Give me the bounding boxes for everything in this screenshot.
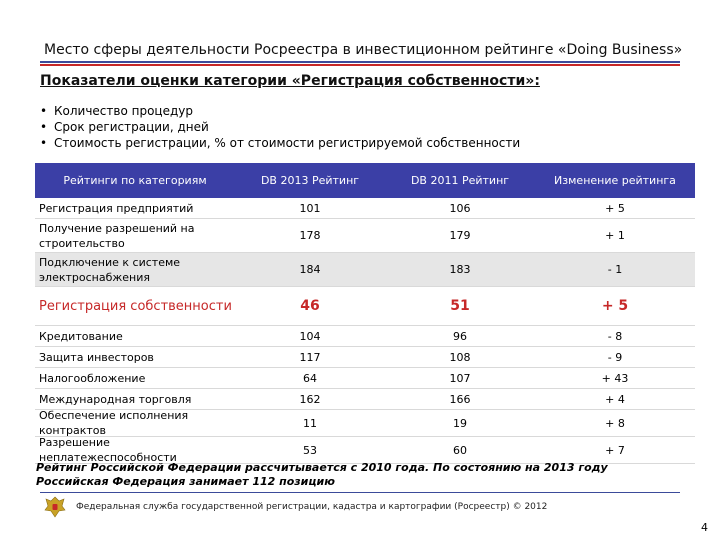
section-subtitle: Показатели оценки категории «Регистрация собственности»: xyxy=(40,73,540,89)
indicator-list xyxy=(40,103,520,151)
bullet-icon: • xyxy=(40,120,48,134)
footer-divider xyxy=(40,492,680,493)
table-row: Регистрация предприятий 101 106 + 5 xyxy=(35,198,695,219)
bullet-icon: • xyxy=(40,136,48,150)
bullet-icon: • xyxy=(40,104,48,118)
header-db2013: DB 2013 Рейтинг xyxy=(260,174,360,187)
table-row: Кредитование 104 96 - 8 xyxy=(35,326,695,347)
table-row: Налогообложение 64 107 + 43 xyxy=(35,368,695,389)
slide-title: Место сферы деятельности Росреестра в инвестиционном рейтинге «Doing Business» xyxy=(44,42,683,58)
title-divider-red xyxy=(40,64,680,66)
table-row: Разрешение неплатежеспособности 53 60 + 7 xyxy=(35,437,695,464)
table-row: Подключение к системе электроснабжения 184 183 - 1 xyxy=(35,253,695,287)
coat-of-arms-icon xyxy=(42,494,68,520)
table-header xyxy=(35,163,695,198)
table-row-highlighted: Регистрация собственности 46 51 + 5 xyxy=(35,287,695,326)
ratings-table xyxy=(35,163,695,464)
footnote: Рейтинг Российской Федерации рассчитывается с 2010 года. По состоянию на 2013 году Российская Федерация занимает 112 позицию xyxy=(36,461,608,488)
list-item: • Срок регистрации, дней xyxy=(40,120,209,134)
table-row: Международная торговля 162 166 + 4 xyxy=(35,389,695,410)
list-item: • Стоимость регистрации, % от стоимости регистрируемой собственности xyxy=(40,136,521,150)
header-db2011: DB 2011 Рейтинг xyxy=(410,174,510,187)
header-category: Рейтинги по категориям xyxy=(63,174,207,187)
header-change: Изменение рейтинга xyxy=(554,174,676,187)
page-number: 4 xyxy=(701,521,708,534)
table-row: Защита инвесторов 117 108 - 9 xyxy=(35,347,695,368)
table-row: Получение разрешений на строительство 178 179 + 1 xyxy=(35,219,695,253)
footer-organization: Федеральная служба государственной регистрации, кадастра и картографии (Росреестр) © 2012 xyxy=(76,502,548,512)
table-row: Обеспечение исполнения контрактов 11 19 + 8 xyxy=(35,410,695,437)
title-divider-blue xyxy=(40,61,680,63)
list-item: • Количество процедур xyxy=(40,104,193,118)
